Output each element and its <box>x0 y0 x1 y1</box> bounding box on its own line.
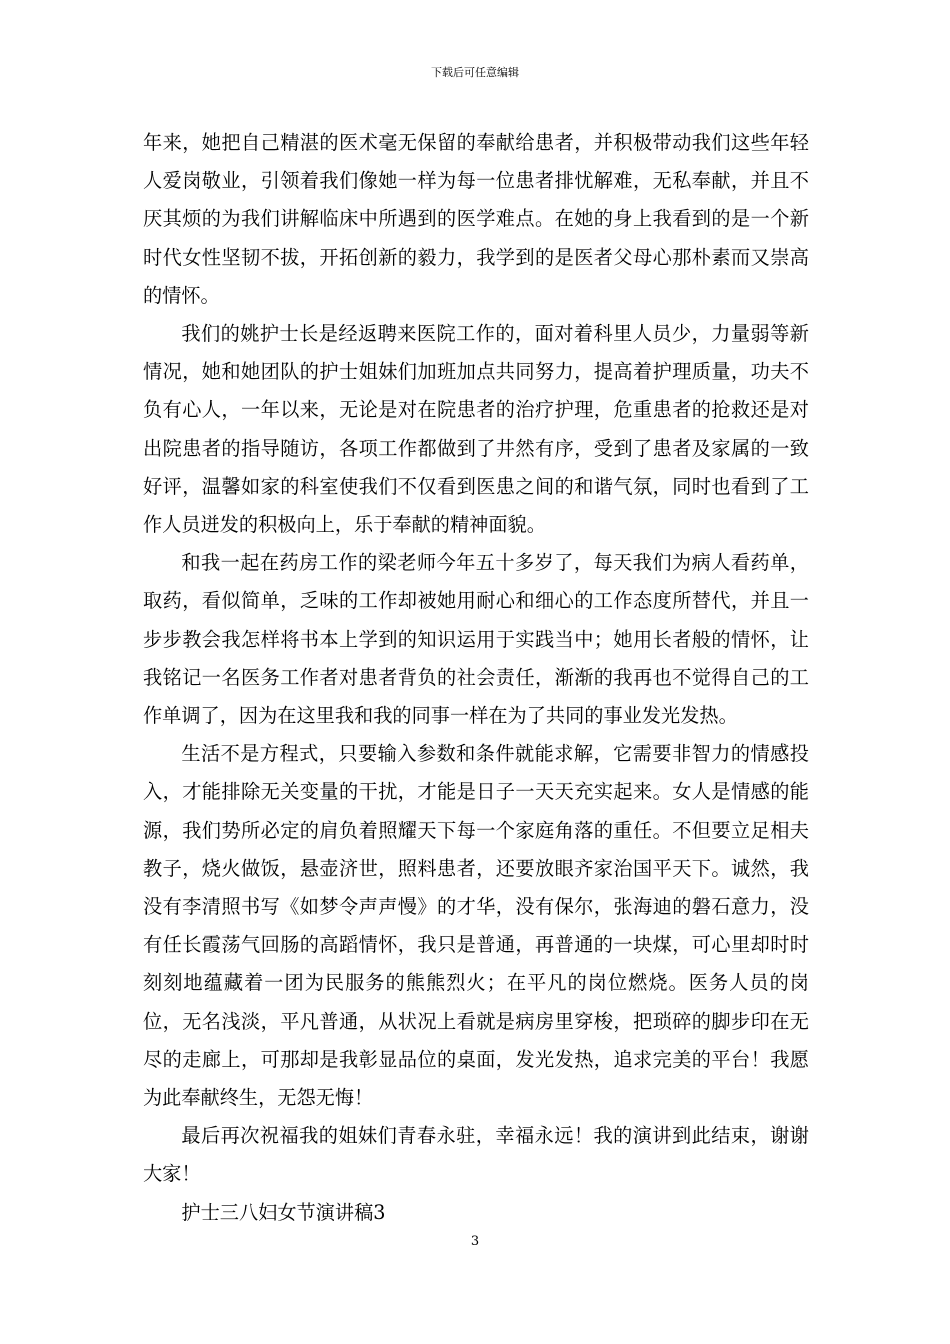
page-number: 3 <box>470 1234 480 1249</box>
paragraph-5: 最后再次祝福我的姐妹们青春永驻，幸福永远！我的演讲到此结束，谢谢大家！ <box>143 1124 809 1186</box>
section-title: 护士三八妇女节演讲稿3 <box>181 1200 386 1224</box>
document-body <box>143 124 809 1232</box>
page-header: 下载后可任意编辑 <box>431 66 519 79</box>
paragraph-2: 我们的姚护士长是经返聘来医院工作的，面对着科里人员少，力量弱等新情况，她和她团队的护士姐妹们加班加点共同努力，提高着护理质量，功夫不负有心人，一年以来，无论是对在院患者的治疗护理，危重患者的抢救还是对出院患者的指导随访，各项工作都做到了井然有序，受到了患者及家属的一致好评，温馨如家的科室使我们不仅看到医患之间的和谐气氛，同时也看到了工作人员迸发的积极向上，乐于奉献的精神面貌。 <box>143 322 809 537</box>
paragraph-3: 和我一起在药房工作的梁老师今年五十多岁了，每天我们为病人看药单，取药，看似简单，乏味的工作却被她用耐心和细心的工作态度所替代，并且一步步教会我怎样将书本上学到的知识运用于实践当中；她用长者般的情怀，让我铭记一名医务工作者对患者背负的社会责任，渐渐的我再也不觉得自己的工作单调了，因为在这里我和我的同事一样在为了共同的事业发光发热。 <box>143 551 809 728</box>
paragraph-1: 年来，她把自己精湛的医术毫无保留的奉献给患者，并积极带动我们这些年轻人爱岗敬业，引领着我们像她一样为每一位患者排忧解难，无私奉献，并且不厌其烦的为我们讲解临床中所遇到的医学难点。在她的身上我看到的是一个新时代女性坚韧不拔，开拓创新的毅力，我学到的是医者父母心那朴素而又崇高的情怀。 <box>143 131 809 307</box>
paragraph-4: 生活不是方程式，只要输入参数和条件就能求解，它需要非智力的情感投入，才能排除无关变量的干扰，才能是日子一天天充实起来。女人是情感的能源，我们势所必定的肩负着照耀天下每一个家庭角落的重任。不但要立足相夫教子，烧火做饭，悬壶济世，照料患者，还要放眼齐家治国平天下。诚然，我没有李清照书写《如梦令声声慢》的才华，没有保尔，张海迪的磐石意力，没有任长霞荡气回肠的高蹈情怀，我只是普通，再普通的一块煤，可心里却时时刻刻地蕴藏着一团为民服务的熊熊烈火；在平凡的岗位燃烧。医务人员的岗位，无名浅淡，平凡普通，从状况上看就是病房里穿梭，把琐碎的脚步印在无尽的走廊上，可那却是我彰显品位的桌面，发光发热，追求完美的平台！我愿为此奉献终生，无怨无悔！ <box>143 742 809 1110</box>
